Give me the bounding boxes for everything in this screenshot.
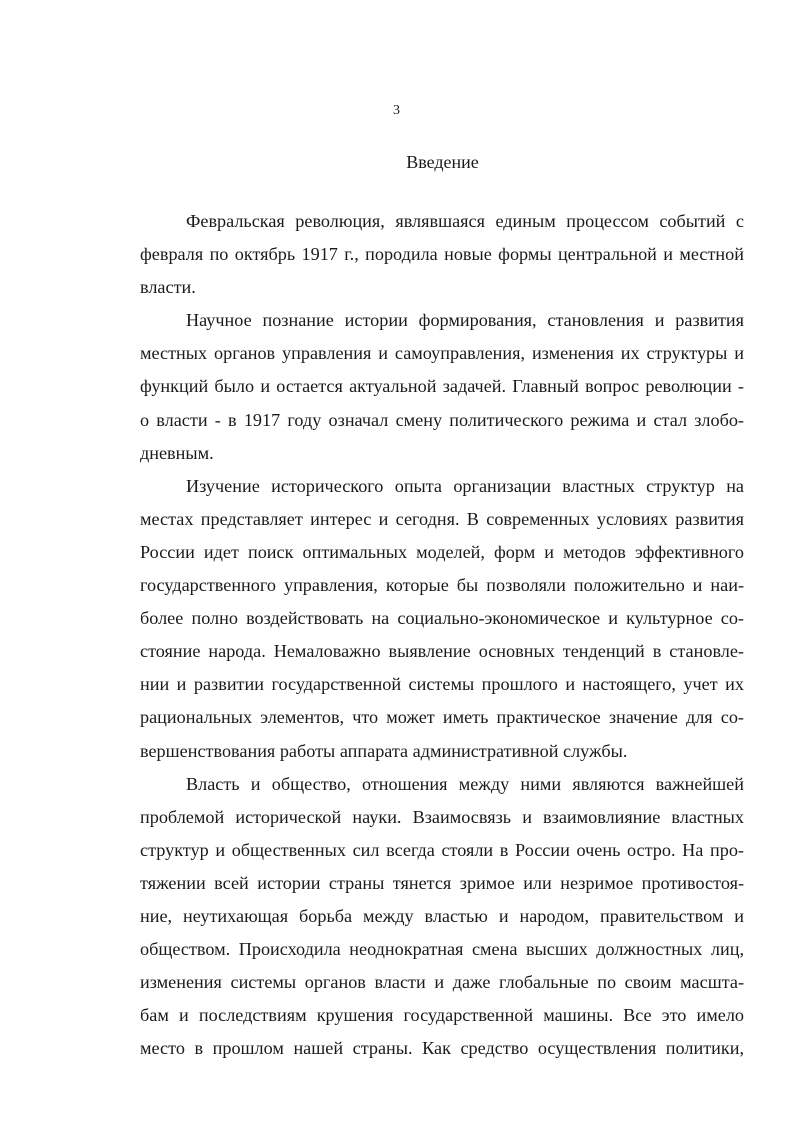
paragraph-3-line-9: вершенствования работы аппарата административной службы.: [140, 740, 628, 761]
paragraph-4-line-3: структур и общественных сил всегда стояли в России очень остро. На про-: [140, 839, 744, 860]
paragraph-3-line-5: более полно воздействовать на социально-экономическое и культурное со-: [140, 608, 744, 629]
paragraph-3-line-2: местах представляет интерес и сегодня. В современных условиях развития: [140, 508, 744, 529]
paragraph-1-line-3: власти.: [140, 277, 196, 298]
paragraph-4-line-1: Власть и общество, отношения между ними являются важнейшей: [186, 773, 744, 794]
body-text: [140, 205, 744, 1065]
section-heading: Введение: [406, 152, 479, 172]
paragraph-3-line-6: стояние народа. Немаловажно выявление основных тенденций в становле-: [140, 641, 744, 662]
paragraph-4-line-8: бам и последствиям крушения государственной машины. Все это имело: [140, 1005, 744, 1026]
paragraph-3-line-1: Изучение исторического опыта организации властных структур на: [186, 475, 744, 496]
paragraph-3-line-3: России идет поиск оптимальных моделей, форм и методов эффективного: [140, 541, 744, 562]
paragraph-1-line-1: Февральская революция, являвшаяся единым процессом событий с: [186, 211, 744, 231]
page-number: 3: [393, 103, 400, 118]
paragraph-4-line-4: тяжении всей истории страны тянется зримое или незримое противостоя-: [140, 872, 744, 893]
paragraph-2-line-2: местных органов управления и самоуправления, изменения их структуры и: [140, 343, 744, 364]
paragraph-4-line-6: обществом. Происходила неоднократная смена высших должностных лиц,: [140, 939, 744, 960]
paragraph-3-line-7: нии и развитии государственной системы прошлого и настоящего, учет их: [140, 674, 744, 695]
paragraph-4-line-7: изменения системы органов власти и даже глобальные по своим масшта-: [140, 972, 744, 993]
paragraph-1-line-2: февраля по октябрь 1917 г., породила новые формы центральной и местной: [140, 244, 744, 265]
paragraph-4-line-5: ние, неутихающая борьба между властью и народом, правительством и: [140, 905, 744, 926]
paragraph-4-line-9: место в прошлом нашей страны. Как средство осуществления политики,: [140, 1038, 744, 1059]
paragraph-3-line-4: государственного управления, которые бы позволяли положительно и наи-: [140, 575, 744, 596]
paragraph-4-line-2: проблемой исторической науки. Взаимосвязь и взаимовлияние властных: [140, 806, 744, 827]
paragraph-2-line-1: Научное познание истории формирования, становления и развития: [186, 310, 744, 331]
paragraph-2-line-3: функций было и остается актуальной задачей. Главный вопрос революции -: [140, 376, 744, 397]
paragraph-3-line-8: рациональных элементов, что может иметь практическое значение для со-: [140, 707, 744, 728]
paragraph-2-line-5: дневным.: [140, 442, 214, 463]
paragraph-2-line-4: о власти - в 1917 году означал смену политического режима и стал злобо-: [140, 409, 744, 430]
